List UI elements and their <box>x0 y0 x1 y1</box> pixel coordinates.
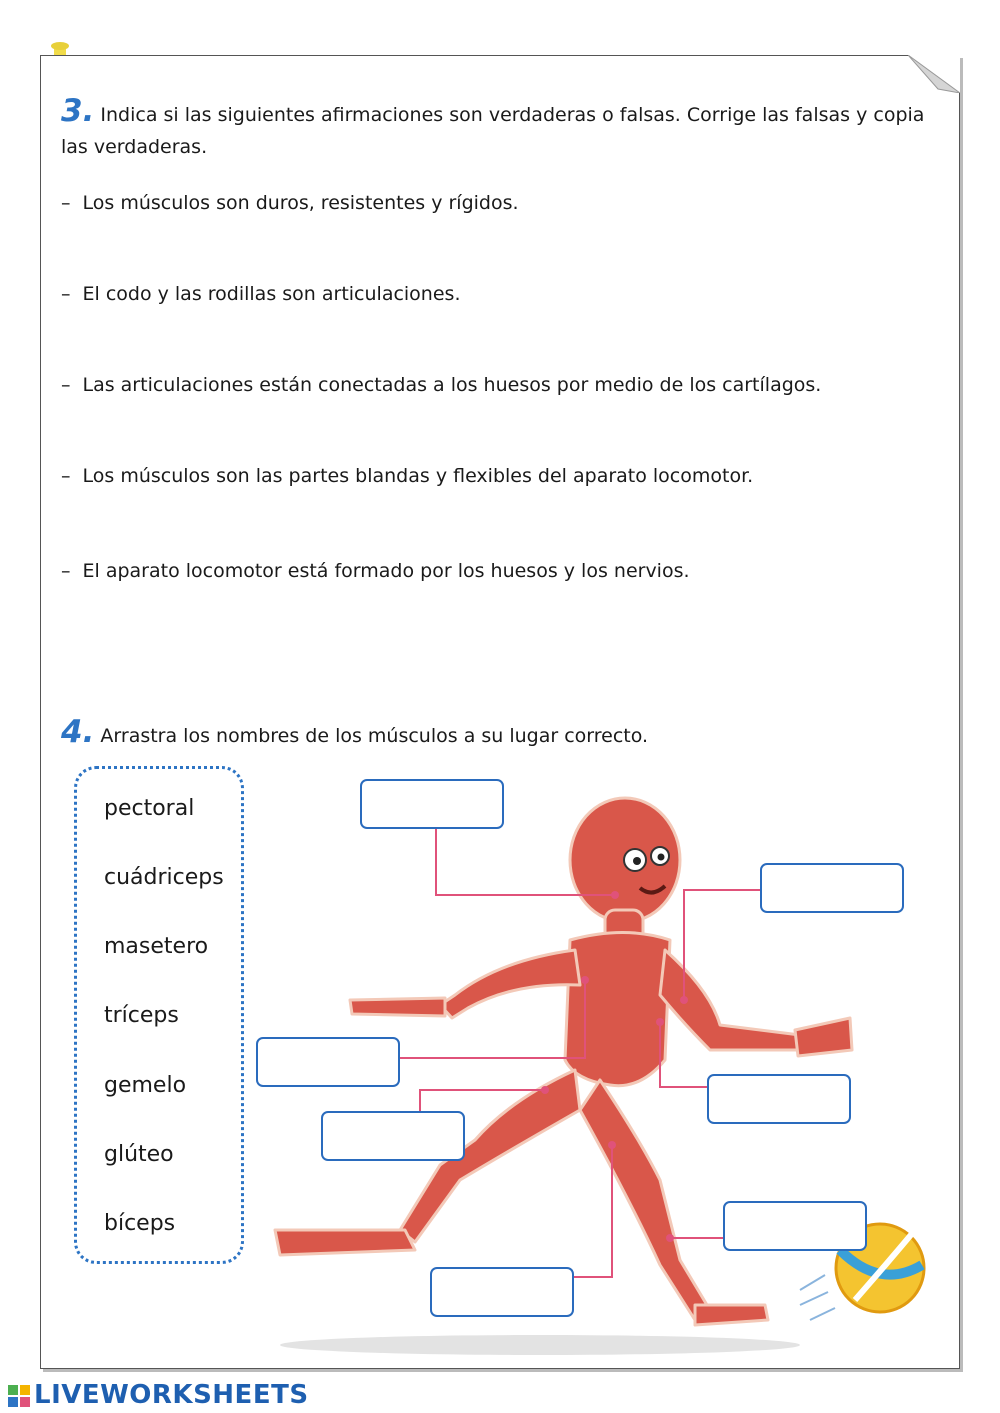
drop-box-forearm[interactable] <box>707 1074 851 1124</box>
word-cuadriceps[interactable]: cuádriceps <box>104 865 224 890</box>
drop-box-upper-arm[interactable] <box>760 863 904 913</box>
word-gluteo[interactable]: glúteo <box>104 1142 174 1167</box>
liveworksheets-logo <box>8 1380 309 1410</box>
drop-box-head[interactable] <box>360 779 504 829</box>
drop-box-hip[interactable] <box>321 1111 465 1161</box>
question-4-instruction <box>61 714 648 750</box>
question-4-number: 4. <box>61 714 95 750</box>
question-3-text: Indica si las siguientes afirmaciones son verdaderas o falsas. Corrige las falsas y copia las verdaderas. <box>61 104 925 158</box>
statement-5: – El aparato locomotor está formado por los huesos y los nervios. <box>61 560 690 582</box>
statement-2: – El codo y las rodillas son articulaciones. <box>61 283 461 305</box>
drop-box-thigh[interactable] <box>430 1267 574 1317</box>
question-4-text: Arrastra los nombres de los músculos a su lugar correcto. <box>100 725 649 747</box>
word-masetero[interactable]: masetero <box>104 934 209 959</box>
footer-brand: LIVEWORKSHEETS <box>34 1380 309 1410</box>
word-gemelo[interactable]: gemelo <box>104 1073 187 1098</box>
question-3-instruction <box>61 95 941 163</box>
statement-1: – Los músculos son duros, resistentes y rígidos. <box>61 192 519 214</box>
word-triceps[interactable]: tríceps <box>104 1003 179 1028</box>
drop-box-calf[interactable] <box>723 1201 867 1251</box>
page-curl-icon <box>908 55 960 93</box>
drop-box-chest[interactable] <box>256 1037 400 1087</box>
word-biceps[interactable]: bíceps <box>104 1211 176 1236</box>
statement-4: – Los músculos son las partes blandas y flexibles del aparato locomotor. <box>61 465 754 487</box>
question-3-number: 3. <box>61 93 95 129</box>
statement-3: – Las articulaciones están conectadas a los huesos por medio de los cartílagos. <box>61 374 822 396</box>
logo-blocks-icon <box>8 1385 30 1407</box>
word-pectoral[interactable]: pectoral <box>104 796 195 821</box>
